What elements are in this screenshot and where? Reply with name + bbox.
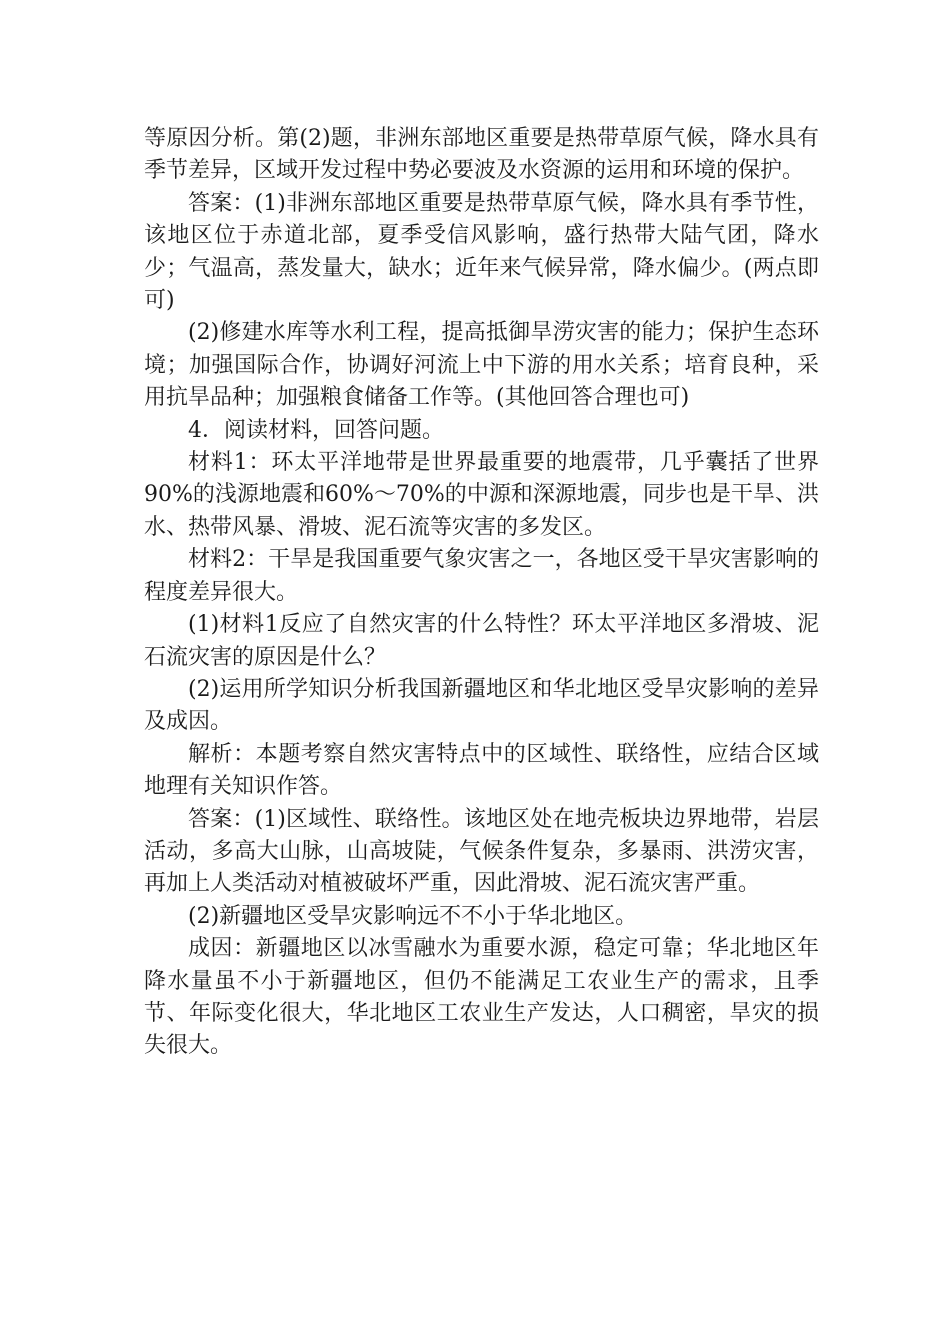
paragraph-analysis: 解析：本题考察自然灾害特点中的区域性、联络性，应结合区域地理有关知识作答。 — [144, 741, 819, 800]
paragraph-question-4: 4．阅读材料，回答问题。 — [188, 417, 444, 443]
paragraph-subquestion-1: (1)材料1反应了自然灾害的什么特性？环太平洋地区多滑坡、泥石流灾害的原因是什么？ — [144, 612, 819, 670]
paragraph-answer-4-1: 答案：(1)区域性、联络性。该地区处在地壳板块边界地带，岩层活动，多高大山脉，山高坡陡，气候条件复杂，多暴雨、洪涝灾害，再加上人类活动对植被破坏严重，因此滑坡、泥石流灾害严重。 — [144, 806, 819, 897]
paragraph-subquestion-2: (2)运用所学知识分析我国新疆地区和华北地区受旱灾影响的差异及成因。 — [144, 676, 819, 735]
paragraph-analysis-continued: 等原因分析。第(2)题，非洲东部地区重要是热带草原气候，降水具有季节差异，区域开发过程中势必要波及水资源的运用和环境的保护。 — [144, 126, 819, 184]
paragraph-material-2: 材料2：干旱是我国重要气象灾害之一，各地区受干旱灾害影响的程度差异很大。 — [144, 547, 819, 605]
paragraph-answer-3-2: (2)修建水库等水利工程，提高抵御旱涝灾害的能力；保护生态环境；加强国际合作，协调好河流上中下游的用水关系；培育良种，采用抗旱品种；加强粮食储备工作等。(其他回答合理也可) — [144, 320, 819, 411]
document-body — [144, 123, 819, 1063]
paragraph-answer-4-2: (2)新疆地区受旱灾影响远不不小于华北地区。 — [188, 903, 638, 929]
paragraph-causes: 成因：新疆地区以冰雪融水为重要水源，稳定可靠；华北地区年降水量虽不小于新疆地区，但仍不能满足工农业生产的需求，且季节、年际变化很大，华北地区工农业生产发达，人口稠密，旱灾的损失很大。 — [144, 936, 819, 1059]
paragraph-material-1: 材料1：环太平洋地带是世界最重要的地震带，几乎囊括了世界90%的浅源地震和60%～70%的中源和深源地震，同步也是干旱、洪水、热带风暴、滑坡、泥石流等灾害的多发区。 — [144, 450, 819, 540]
paragraph-answer-3-1: 答案：(1)非洲东部地区重要是热带草原气候，降水具有季节性，该地区位于赤道北部，夏季受信风影响，盛行热带大陆气团，降水少；气温高，蒸发量大，缺水；近年来气候异常，降水偏少。(两点即可) — [144, 190, 819, 314]
